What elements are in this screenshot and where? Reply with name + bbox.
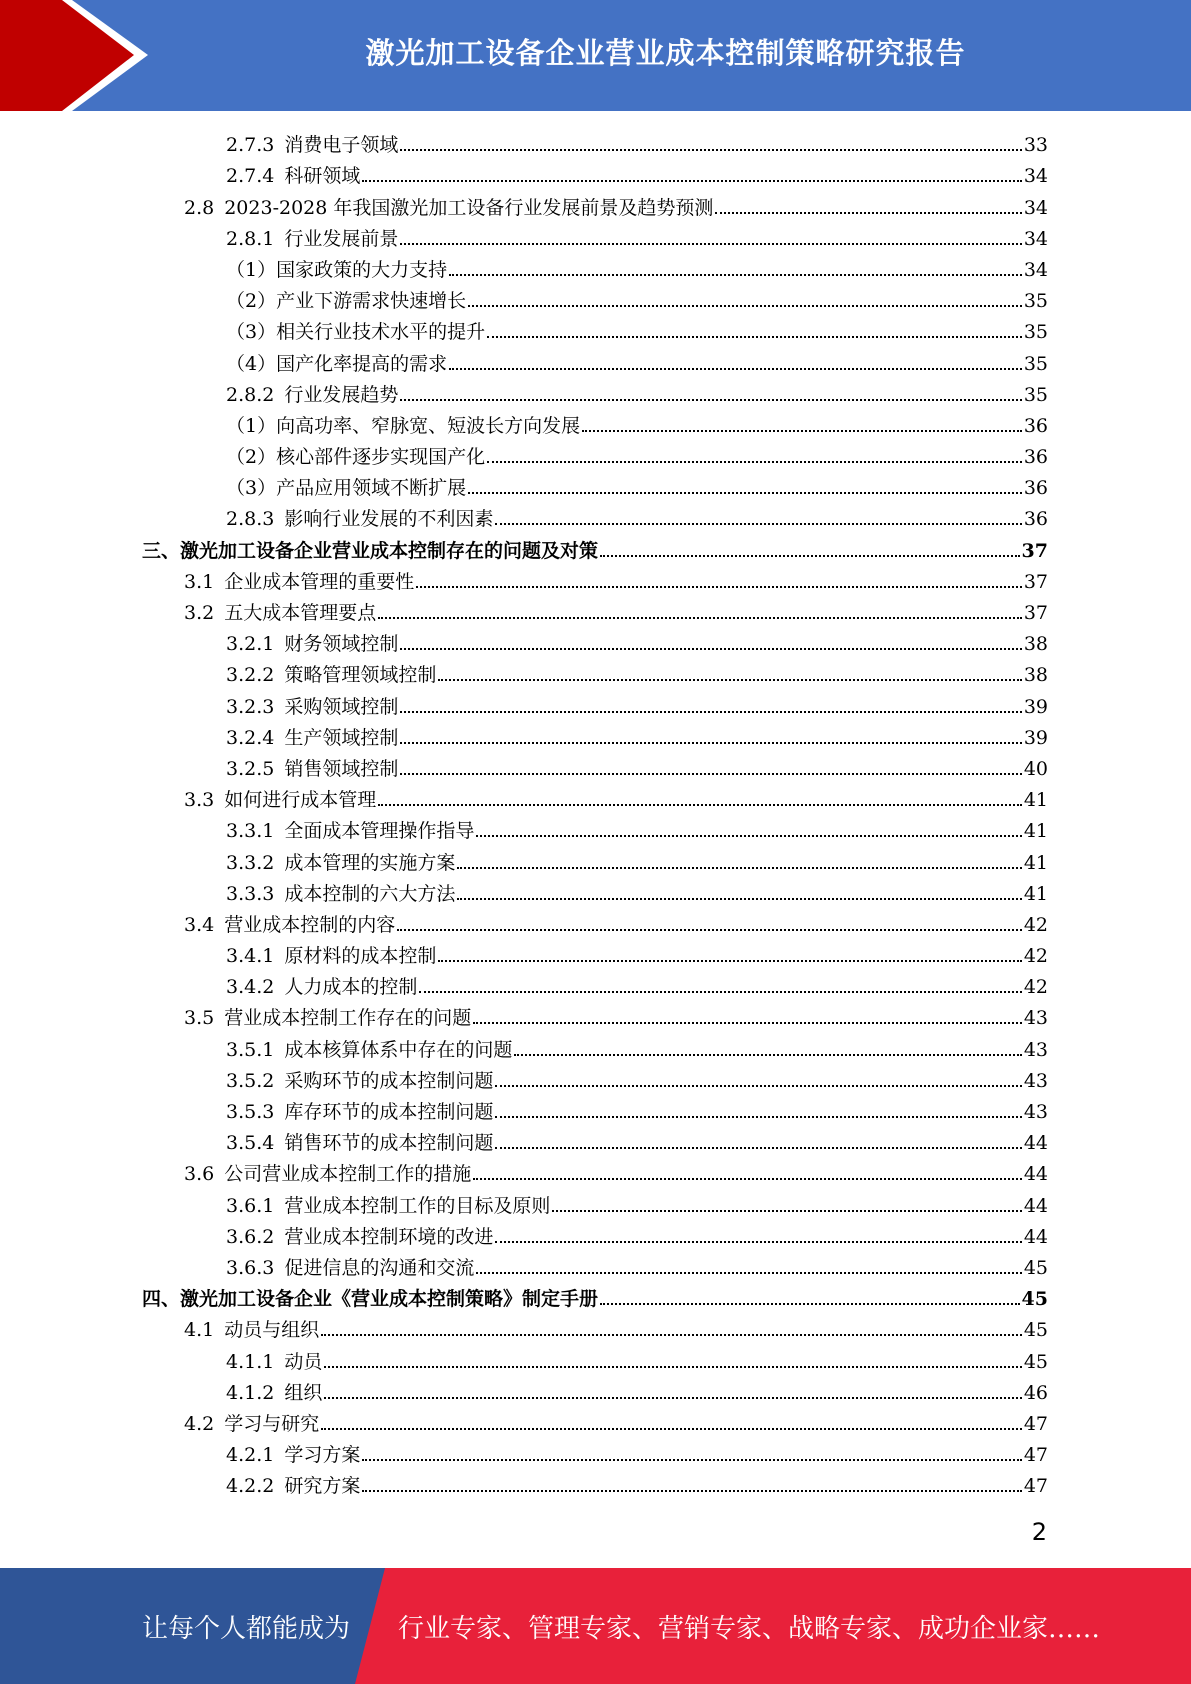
- toc-entry[interactable]: [0, 842, 1191, 873]
- toc-entry[interactable]: [0, 1217, 1191, 1248]
- toc-entry-page: 35: [1023, 383, 1048, 406]
- toc-entry-page: 35: [1023, 290, 1048, 313]
- toc-entry[interactable]: [0, 593, 1191, 624]
- dot-leader: [457, 898, 1021, 900]
- toc-entry-number: 4.1.1: [226, 1350, 275, 1373]
- toc-entry[interactable]: [0, 1185, 1191, 1216]
- dot-leader: [400, 773, 1021, 775]
- toc-entry-number: 2.8.1: [226, 227, 275, 250]
- toc-entry[interactable]: [0, 1466, 1191, 1497]
- toc-entry-label: [226, 446, 487, 468]
- toc-entry-title: 如何进行成本管理: [224, 789, 377, 812]
- toc-entry-label: [226, 1132, 495, 1154]
- toc-entry-title: 销售环节的成本控制问题: [284, 1132, 494, 1155]
- dot-leader: [495, 523, 1021, 525]
- toc-entry-label: [226, 1226, 495, 1248]
- toc-entry[interactable]: [0, 468, 1191, 499]
- dot-leader: [457, 867, 1021, 869]
- toc-entry-title: 动员与组织: [224, 1319, 320, 1342]
- toc-entry-page: 41: [1023, 882, 1048, 905]
- toc-entry-number: 4.2.2: [226, 1475, 275, 1498]
- toc-entry-title: 全面成本管理操作指导: [284, 820, 475, 843]
- toc-entry-title: 学习与研究: [224, 1412, 320, 1435]
- toc-entry-label: [226, 664, 438, 686]
- dot-leader: [468, 492, 1022, 494]
- toc-entry-number: 3.3: [184, 789, 215, 812]
- dot-leader: [438, 679, 1021, 681]
- toc-entry[interactable]: [0, 686, 1191, 717]
- toc-entry-title: 财务领域控制: [284, 633, 399, 656]
- toc-entry-title: 采购环节的成本控制问题: [284, 1069, 494, 1092]
- toc-entry-page: 44: [1023, 1225, 1048, 1248]
- toc-entry[interactable]: [0, 250, 1191, 281]
- toc-entry-label: [226, 1351, 324, 1373]
- page-header: [0, 0, 1191, 111]
- toc-entry-page: 37: [1021, 539, 1048, 562]
- toc-entry[interactable]: [0, 281, 1191, 312]
- toc-entry-title: 2023-2028 年我国激光加工设备行业发展前景及趋势预测: [224, 196, 714, 219]
- footer-slogan-right: 行业专家、管理专家、营销专家、战略专家、成功企业家……: [398, 1613, 1101, 1644]
- toc-entry-title: 促进信息的沟通和交流: [284, 1256, 475, 1279]
- dot-leader: [473, 1178, 1022, 1180]
- table-of-contents: [0, 125, 1191, 1497]
- toc-entry-page: 36: [1023, 477, 1048, 500]
- toc-entry[interactable]: [0, 125, 1191, 156]
- dot-leader: [362, 1459, 1021, 1461]
- dot-leader: [476, 835, 1021, 837]
- dot-leader: [600, 1303, 1020, 1305]
- toc-entry-number: 3.3.1: [226, 820, 275, 843]
- toc-entry[interactable]: [0, 1029, 1191, 1060]
- dot-leader: [362, 1490, 1021, 1492]
- toc-entry-number: 2.8.2: [226, 383, 275, 406]
- toc-entry-label: [226, 1070, 495, 1092]
- dot-leader: [324, 1397, 1021, 1399]
- toc-entry-number: 4.1: [184, 1319, 215, 1342]
- toc-entry-page: 42: [1023, 913, 1048, 936]
- toc-entry[interactable]: [0, 874, 1191, 905]
- toc-entry[interactable]: [0, 1435, 1191, 1466]
- toc-entry-label: [226, 727, 400, 749]
- dot-leader: [397, 929, 1022, 931]
- toc-entry-number: 3.4.2: [226, 976, 275, 999]
- toc-entry-page: 41: [1023, 789, 1048, 812]
- toc-entry-title: 学习方案: [284, 1444, 361, 1467]
- toc-entry[interactable]: [0, 1248, 1191, 1279]
- toc-entry-title: 企业成本管理的重要性: [224, 570, 415, 593]
- toc-entry-title: （3）产品应用领域不断扩展: [226, 477, 467, 500]
- toc-entry-label: [226, 134, 400, 156]
- toc-entry-page: 43: [1023, 1069, 1048, 1092]
- toc-entry-title: 成本控制的六大方法: [284, 882, 456, 905]
- toc-entry[interactable]: [0, 437, 1191, 468]
- dot-leader: [473, 1022, 1022, 1024]
- toc-entry-title: 采购领域控制: [284, 695, 399, 718]
- toc-entry-label: [226, 633, 400, 655]
- toc-entry-label: [226, 477, 468, 499]
- toc-entry-number: 3.5: [184, 1007, 215, 1030]
- toc-entry-label: [226, 945, 438, 967]
- toc-entry-title: 科研领域: [284, 165, 361, 188]
- toc-entry-label: [226, 228, 400, 250]
- toc-entry-label: [226, 290, 468, 312]
- toc-entry-number: 3.6: [184, 1163, 215, 1186]
- toc-entry-page: 37: [1023, 602, 1048, 624]
- toc-entry-page: 34: [1023, 258, 1048, 281]
- toc-entry[interactable]: [0, 1092, 1191, 1123]
- toc-entry[interactable]: [0, 156, 1191, 187]
- toc-entry[interactable]: [0, 499, 1191, 530]
- toc-entry-label: [184, 197, 715, 219]
- toc-entry-number: 3.6.1: [226, 1194, 275, 1217]
- toc-entry-page: 33: [1023, 134, 1048, 157]
- toc-entry-page: 41: [1023, 820, 1048, 843]
- toc-entry-title: 人力成本的控制: [284, 976, 418, 999]
- page-footer: [0, 1568, 1191, 1684]
- toc-entry-title: 行业发展趋势: [284, 383, 399, 406]
- toc-entry-number: 3.3.3: [226, 882, 275, 905]
- toc-entry[interactable]: [0, 187, 1191, 218]
- toc-entry[interactable]: [0, 998, 1191, 1029]
- toc-entry-title: （4）国产化率提高的需求: [226, 352, 448, 375]
- toc-entry-page: 47: [1023, 1412, 1048, 1435]
- toc-entry[interactable]: [0, 905, 1191, 936]
- toc-entry[interactable]: [0, 936, 1191, 967]
- toc-entry-title: 消费电子领域: [284, 134, 399, 157]
- toc-entry-number: 3.2: [184, 602, 215, 624]
- toc-entry-label: [184, 602, 378, 624]
- toc-entry-number: 3.5.1: [226, 1038, 275, 1061]
- toc-entry-title: 成本管理的实施方案: [284, 851, 456, 874]
- toc-entry-label: [226, 883, 457, 905]
- toc-entry-label: [142, 540, 600, 562]
- toc-entry-title: （3）相关行业技术水平的提升: [226, 321, 486, 344]
- toc-entry-page: 45: [1021, 1288, 1048, 1311]
- toc-entry-label: [226, 758, 400, 780]
- toc-entry-label: [226, 259, 449, 281]
- toc-entry-page: 44: [1023, 1132, 1048, 1155]
- toc-entry-number: 2.7.3: [226, 134, 275, 157]
- toc-entry-page: 35: [1023, 352, 1048, 375]
- toc-entry-number: 3.6.3: [226, 1256, 275, 1279]
- toc-entry-page: 47: [1023, 1475, 1048, 1498]
- toc-entry-number: 3.3.2: [226, 851, 275, 874]
- toc-entry-page: 45: [1023, 1319, 1048, 1342]
- toc-entry-title: 原材料的成本控制: [284, 945, 437, 968]
- toc-entry-label: [184, 1413, 321, 1435]
- toc-entry-page: 42: [1023, 945, 1048, 968]
- toc-entry-number: 3.5.2: [226, 1069, 275, 1092]
- dot-leader: [495, 1241, 1021, 1243]
- dot-leader: [449, 274, 1022, 276]
- toc-entry-label: [142, 1288, 600, 1310]
- toc-entry-label: [226, 1039, 514, 1061]
- toc-entry-label: [226, 415, 582, 437]
- toc-entry[interactable]: [0, 1341, 1191, 1372]
- dot-leader: [321, 1334, 1022, 1336]
- dot-leader: [378, 804, 1022, 806]
- page-number: 2: [1031, 1518, 1047, 1546]
- toc-entry-label: [226, 1195, 552, 1217]
- toc-entry-label: [184, 1319, 321, 1341]
- toc-entry[interactable]: [0, 530, 1191, 561]
- dot-leader: [324, 1366, 1021, 1368]
- toc-entry[interactable]: [0, 1310, 1191, 1341]
- dot-leader: [400, 742, 1021, 744]
- toc-entry-number: 3.2.1: [226, 633, 275, 656]
- toc-entry-page: 38: [1023, 664, 1048, 687]
- toc-entry[interactable]: [0, 562, 1191, 593]
- toc-entry-label: [226, 508, 495, 530]
- toc-entry[interactable]: [0, 1373, 1191, 1404]
- toc-entry-page: 34: [1023, 165, 1048, 188]
- toc-entry-number: 3.5.3: [226, 1101, 275, 1123]
- toc-entry-number: 2.7.4: [226, 165, 275, 188]
- toc-entry[interactable]: [0, 343, 1191, 374]
- toc-entry-title: 五大成本管理要点: [224, 602, 377, 624]
- toc-entry[interactable]: [0, 967, 1191, 998]
- toc-entry-page: 42: [1023, 976, 1048, 999]
- dot-leader: [416, 586, 1022, 588]
- toc-entry[interactable]: [0, 655, 1191, 686]
- toc-entry-title: 库存环节的成本控制问题: [284, 1101, 494, 1123]
- toc-entry-page: 41: [1023, 851, 1048, 874]
- dot-leader: [438, 960, 1021, 962]
- toc-entry-title: 营业成本控制工作存在的问题: [224, 1007, 472, 1030]
- toc-entry[interactable]: [0, 406, 1191, 437]
- toc-entry-page: 43: [1023, 1101, 1048, 1123]
- toc-entry-title: 影响行业发展的不利因素: [284, 508, 494, 531]
- dot-leader: [552, 1210, 1021, 1212]
- dot-leader: [476, 1272, 1021, 1274]
- toc-entry-title: 研究方案: [284, 1475, 361, 1498]
- toc-entry-label: [226, 976, 419, 998]
- toc-entry[interactable]: [0, 1154, 1191, 1185]
- toc-entry-title: 营业成本控制工作的目标及原则: [284, 1194, 551, 1217]
- toc-entry-label: [184, 914, 397, 936]
- toc-entry[interactable]: [0, 375, 1191, 406]
- dot-leader: [600, 555, 1020, 557]
- toc-entry-page: 47: [1023, 1444, 1048, 1467]
- toc-entry[interactable]: [0, 1061, 1191, 1092]
- toc-entry[interactable]: [0, 718, 1191, 749]
- toc-entry-number: 3.4.1: [226, 945, 275, 968]
- dot-leader: [362, 180, 1021, 182]
- dot-leader: [400, 243, 1021, 245]
- toc-entry-page: 43: [1023, 1007, 1048, 1030]
- dot-leader: [582, 430, 1022, 432]
- toc-entry-title: 四、激光加工设备企业《营业成本控制策略》制定手册: [142, 1288, 599, 1311]
- dot-leader: [495, 1147, 1021, 1149]
- toc-entry[interactable]: [0, 1279, 1191, 1310]
- footer-slogan-left: 让每个人都能成为: [142, 1613, 351, 1644]
- toc-entry-title: 三、激光加工设备企业营业成本控制存在的问题及对策: [142, 539, 599, 562]
- toc-entry-label: [184, 1163, 473, 1185]
- toc-entry-page: 39: [1023, 726, 1048, 749]
- toc-entry-number: 3.2.3: [226, 695, 275, 718]
- toc-entry-label: [184, 1007, 473, 1029]
- toc-entry-label: [226, 165, 362, 187]
- toc-entry[interactable]: [0, 1404, 1191, 1435]
- toc-entry[interactable]: [0, 749, 1191, 780]
- toc-entry-label: [226, 384, 400, 406]
- toc-entry-title: 成本核算体系中存在的问题: [284, 1038, 513, 1061]
- toc-entry-label: [226, 353, 449, 375]
- toc-entry-title: 组织: [284, 1381, 323, 1404]
- toc-entry-label: [226, 852, 457, 874]
- dot-leader: [495, 1085, 1021, 1087]
- toc-entry-page: 38: [1023, 633, 1048, 656]
- dot-leader: [514, 1054, 1021, 1056]
- toc-entry[interactable]: [0, 1123, 1191, 1154]
- toc-entry-label: [226, 1101, 495, 1123]
- toc-entry-number: 3.2.2: [226, 664, 275, 687]
- toc-entry-label: [226, 696, 400, 718]
- toc-entry-page: 36: [1023, 446, 1048, 469]
- dot-leader: [400, 711, 1021, 713]
- dot-leader: [487, 461, 1022, 463]
- toc-entry-label: [226, 1444, 362, 1466]
- toc-entry-title: 动员: [284, 1350, 323, 1373]
- toc-entry-title: 生产领域控制: [284, 726, 399, 749]
- dot-leader: [715, 212, 1021, 214]
- dot-leader: [400, 399, 1021, 401]
- toc-entry-title: 策略管理领域控制: [284, 664, 437, 687]
- toc-entry-page: 40: [1023, 757, 1048, 780]
- toc-entry-label: [184, 789, 378, 811]
- dot-leader: [378, 617, 1022, 619]
- toc-entry-number: 3.4: [184, 913, 215, 936]
- toc-entry-page: 45: [1023, 1350, 1048, 1373]
- toc-entry-page: 36: [1023, 414, 1048, 437]
- toc-entry-label: [226, 1257, 476, 1279]
- toc-entry-number: 3.5.4: [226, 1132, 275, 1155]
- toc-entry[interactable]: [0, 780, 1191, 811]
- dot-leader: [449, 368, 1022, 370]
- dot-leader: [495, 1116, 1021, 1118]
- dot-leader: [468, 305, 1022, 307]
- toc-entry-page: 46: [1023, 1381, 1048, 1404]
- header-arrow-decoration: [0, 0, 160, 111]
- toc-entry-number: 3.1: [184, 570, 215, 593]
- toc-entry-page: 43: [1023, 1038, 1048, 1061]
- dot-leader: [321, 1428, 1022, 1430]
- report-title: 激光加工设备企业营业成本控制策略研究报告: [365, 35, 966, 70]
- toc-entry-page: 44: [1023, 1163, 1048, 1186]
- dot-leader: [400, 149, 1021, 151]
- toc-entry[interactable]: [0, 312, 1191, 343]
- toc-entry-number: 4.1.2: [226, 1381, 275, 1404]
- toc-entry-number: 2.8.3: [226, 508, 275, 531]
- dot-leader: [400, 648, 1021, 650]
- toc-entry-title: （1）国家政策的大力支持: [226, 258, 448, 281]
- toc-entry-number: 4.2.1: [226, 1444, 275, 1467]
- toc-entry-label: [226, 1475, 362, 1497]
- toc-entry-page: 45: [1023, 1256, 1048, 1279]
- dot-leader: [487, 336, 1022, 338]
- toc-entry-page: 39: [1023, 695, 1048, 718]
- toc-entry-title: （2）核心部件逐步实现国产化: [226, 446, 486, 469]
- toc-entry-title: 营业成本控制的内容: [224, 913, 396, 936]
- dot-leader: [419, 991, 1021, 993]
- toc-entry-title: （2）产业下游需求快速增长: [226, 290, 467, 313]
- toc-entry[interactable]: [0, 624, 1191, 655]
- toc-entry-number: 2.8: [184, 196, 215, 219]
- toc-entry-label: [184, 571, 416, 593]
- toc-entry-page: 44: [1023, 1194, 1048, 1217]
- toc-entry[interactable]: [0, 219, 1191, 250]
- toc-entry-title: 行业发展前景: [284, 227, 399, 250]
- toc-entry-label: [226, 1382, 324, 1404]
- toc-entry-page: 37: [1023, 570, 1048, 593]
- toc-entry-label: [226, 321, 487, 343]
- toc-entry-title: （1）向高功率、窄脉宽、短波长方向发展: [226, 414, 581, 437]
- toc-entry-page: 35: [1023, 321, 1048, 344]
- toc-entry-title: 公司营业成本控制工作的措施: [224, 1163, 472, 1186]
- toc-entry-number: 4.2: [184, 1412, 215, 1435]
- toc-entry-label: [226, 820, 476, 842]
- toc-entry-title: 销售领域控制: [284, 757, 399, 780]
- toc-entry-page: 34: [1023, 227, 1048, 250]
- toc-entry-title: 营业成本控制环境的改进: [284, 1225, 494, 1248]
- toc-entry-number: 3.2.5: [226, 757, 275, 780]
- toc-entry-number: 3.2.4: [226, 726, 275, 749]
- toc-entry[interactable]: [0, 811, 1191, 842]
- toc-entry-page: 36: [1023, 508, 1048, 531]
- toc-entry-page: 34: [1023, 196, 1048, 219]
- toc-entry-number: 3.6.2: [226, 1225, 275, 1248]
